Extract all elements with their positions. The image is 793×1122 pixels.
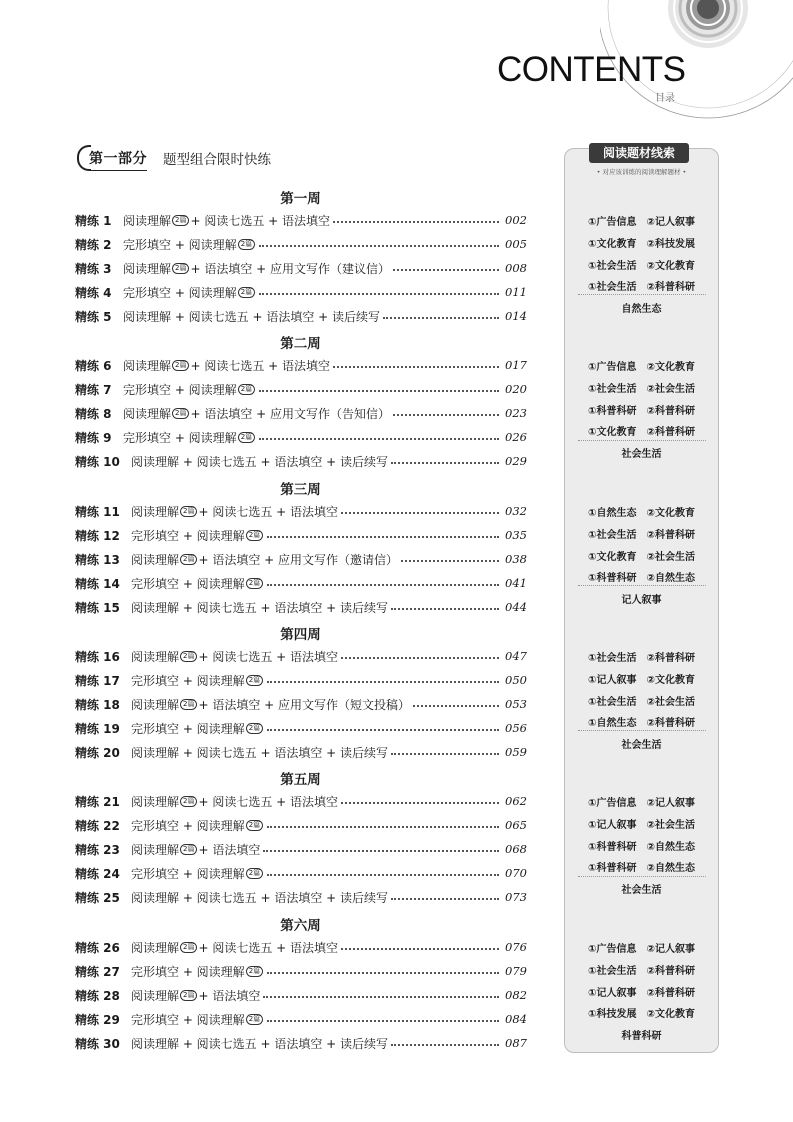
entry-description [131, 1011, 264, 1028]
dot-leader [259, 390, 499, 392]
theme-line: ①社会生活 ②科普科研 [588, 965, 695, 977]
dot-leader [391, 1044, 499, 1046]
entry-text: 阅读理解 [123, 213, 172, 228]
theme-line: ①科普科研 ②自然生态 [588, 863, 695, 875]
passage-count-badge: 2篇 [180, 699, 197, 710]
passage-count-badge: 2篇 [180, 796, 197, 807]
entry-label: 精练 24 [75, 866, 120, 881]
toc-entry[interactable] [75, 234, 527, 254]
entry-label: 精练 9 [75, 430, 112, 445]
toc-entry[interactable] [75, 282, 527, 302]
page-number: 008 [505, 261, 527, 276]
week-heading: 第四周 [280, 627, 321, 643]
entry-text: + 语法填空 + 应用文写作（建议信） [190, 261, 391, 276]
part-title: 题型组合限时快练 [163, 152, 271, 168]
entry-label: 精练 7 [75, 382, 112, 397]
page-number: 076 [505, 940, 527, 954]
week-heading: 第六周 [280, 918, 321, 934]
entry-label: 精练 26 [75, 940, 120, 955]
theme-line: ①社会生活 ②科普科研 [588, 529, 695, 541]
entry-text: 阅读理解 + 阅读七选五 + 语法填空 + 读后续写 [131, 890, 389, 905]
entry-label: 精练 16 [75, 649, 120, 664]
dot-leader [341, 512, 499, 514]
dot-leader [267, 681, 499, 683]
entry-text: 阅读理解 + 阅读七选五 + 语法填空 + 读后续写 [131, 1036, 389, 1051]
dot-leader [383, 317, 499, 319]
toc-entry[interactable] [75, 646, 527, 666]
dot-leader [391, 462, 499, 464]
entry-text: 阅读理解 [131, 552, 180, 567]
entry-label: 精练 18 [75, 697, 120, 712]
theme-separator [578, 440, 706, 441]
toc-entry[interactable] [75, 355, 527, 375]
toc-entry[interactable] [75, 961, 527, 981]
entry-description [123, 429, 256, 446]
theme-line: ①科普科研 ②自然生态 [588, 841, 695, 853]
passage-count-badge: 2篇 [180, 506, 197, 517]
theme-separator [578, 294, 706, 295]
entry-text: 完形填空 + 阅读理解 [123, 430, 237, 445]
entry-description [123, 284, 256, 301]
passage-count-badge: 2篇 [238, 239, 255, 250]
entry-label: 精练 12 [75, 528, 120, 543]
entry-text: 完形填空 + 阅读理解 [131, 673, 245, 688]
dot-leader [391, 898, 499, 900]
entry-description [131, 939, 338, 956]
entry-text: 阅读理解 [131, 842, 180, 857]
page-number: 065 [505, 818, 527, 833]
entry-label: 精练 20 [75, 745, 120, 760]
entry-description [131, 987, 260, 1004]
entry-text: 完形填空 + 阅读理解 [131, 1012, 245, 1027]
entry-label: 精练 22 [75, 818, 120, 833]
toc-entry[interactable] [75, 573, 527, 593]
entry-text: + 语法填空 [198, 988, 261, 1003]
theme-line: 社会生活 [621, 449, 662, 461]
toc-entry[interactable] [75, 985, 527, 1005]
dot-leader [267, 536, 499, 538]
page-number: 070 [505, 866, 527, 881]
passage-count-badge: 2篇 [180, 554, 197, 565]
theme-line: 社会生活 [621, 740, 662, 752]
dot-leader [391, 608, 499, 610]
dot-leader [267, 826, 499, 828]
contents-subtitle: 目录 [655, 93, 675, 104]
week-heading: 第一周 [280, 191, 321, 207]
week-heading: 第五周 [280, 772, 321, 788]
dot-leader [393, 269, 499, 271]
dot-leader [413, 705, 499, 707]
entry-text: 完形填空 + 阅读理解 [131, 528, 245, 543]
theme-line: ①广告信息 ②记人叙事 [588, 944, 695, 955]
passage-count-badge: 2篇 [172, 408, 189, 419]
toc-entry[interactable] [75, 670, 527, 690]
entry-text: 完形填空 + 阅读理解 [123, 285, 237, 300]
dot-leader [267, 729, 499, 731]
entry-description [131, 551, 398, 568]
toc-entry[interactable] [75, 863, 527, 883]
entry-text: 完形填空 + 阅读理解 [131, 964, 245, 979]
page-number: 087 [505, 1036, 527, 1051]
entry-description [123, 405, 390, 422]
passage-count-badge: 2篇 [180, 651, 197, 662]
entry-description [131, 453, 388, 470]
entry-text: 完形填空 + 阅读理解 [123, 237, 237, 252]
entry-text: + 阅读七选五 + 语法填空 [198, 940, 339, 955]
theme-line: ①文化教育 ②科普科研 [588, 427, 695, 439]
entry-label: 精练 8 [75, 406, 112, 421]
entry-label: 精练 6 [75, 358, 112, 373]
dot-leader [333, 366, 499, 368]
page-number: 035 [505, 528, 527, 543]
theme-separator [578, 730, 706, 731]
week-heading: 第三周 [280, 482, 321, 498]
entry-text: 完形填空 + 阅读理解 [131, 576, 245, 591]
theme-line: 自然生态 [621, 304, 662, 316]
entry-text: 阅读理解 [131, 504, 180, 519]
entry-description [131, 503, 338, 520]
toc-entry[interactable] [75, 791, 527, 811]
theme-line: ①记人叙事 ②科普科研 [588, 987, 695, 999]
page-number: 032 [505, 504, 527, 518]
page-number: 038 [505, 552, 527, 567]
entry-label: 精练 10 [75, 454, 120, 469]
dot-leader [267, 584, 499, 586]
page-number: 044 [505, 600, 527, 615]
theme-line: ①科普科研 ②科普科研 [588, 405, 695, 417]
passage-count-badge: 2篇 [246, 868, 263, 879]
page-number: 056 [505, 721, 527, 736]
page-number: 062 [505, 794, 527, 808]
passage-count-badge: 2篇 [246, 578, 263, 589]
entry-label: 精练 25 [75, 890, 120, 905]
entry-text: 完形填空 + 阅读理解 [131, 818, 245, 833]
theme-line: ①广告信息 ②记人叙事 [588, 217, 695, 228]
entry-label: 精练 19 [75, 721, 120, 736]
entry-description [123, 260, 390, 277]
entry-text: 阅读理解 [123, 406, 172, 421]
toc-entry[interactable] [75, 1009, 527, 1029]
toc-entry[interactable] [75, 839, 527, 859]
dot-leader [263, 850, 499, 852]
passage-count-badge: 2篇 [246, 675, 263, 686]
page-number: 082 [505, 988, 527, 1003]
entry-description [123, 236, 256, 253]
entry-text: + 语法填空 [198, 842, 261, 857]
dot-leader [391, 753, 499, 755]
toc-entry[interactable] [75, 258, 527, 278]
entry-text: 完形填空 + 阅读理解 [123, 382, 237, 397]
entry-text: 阅读理解 [131, 794, 180, 809]
toc-entry[interactable] [75, 210, 527, 230]
page-number: 014 [505, 309, 527, 324]
entry-description [131, 817, 264, 834]
passage-count-badge: 2篇 [238, 384, 255, 395]
page-number: 059 [505, 745, 527, 760]
entry-label: 精练 28 [75, 988, 120, 1003]
page-number: 026 [505, 430, 527, 445]
theme-line: ①社会生活 ②社会生活 [588, 696, 695, 708]
passage-count-badge: 2篇 [172, 263, 189, 274]
page-number: 041 [505, 576, 527, 591]
dot-leader [267, 972, 499, 974]
theme-line: ①记人叙事 ②文化教育 [588, 674, 695, 686]
entry-text: 阅读理解 [131, 649, 180, 664]
entry-label: 精练 21 [75, 794, 120, 809]
toc-entry[interactable] [75, 451, 527, 471]
dot-leader [341, 657, 499, 659]
toc-entry[interactable] [75, 403, 527, 423]
entry-text: 阅读理解 + 阅读七选五 + 语法填空 + 读后续写 [131, 745, 389, 760]
theme-line: ①文化教育 ②社会生活 [588, 551, 695, 563]
dot-leader [259, 438, 499, 440]
dot-leader [259, 245, 499, 247]
entry-text: 完形填空 + 阅读理解 [131, 866, 245, 881]
entry-text: + 阅读七选五 + 语法填空 [190, 213, 331, 228]
entry-description [131, 696, 410, 713]
entry-label: 精练 29 [75, 1012, 120, 1027]
entry-text: 阅读理解 [123, 358, 172, 373]
passage-count-badge: 2篇 [246, 530, 263, 541]
entry-label: 精练 30 [75, 1036, 120, 1051]
dot-leader [341, 948, 499, 950]
page-number: 084 [505, 1012, 527, 1027]
entry-text: 阅读理解 [131, 988, 180, 1003]
entry-label: 精练 27 [75, 964, 120, 979]
entry-text: + 阅读七选五 + 语法填空 [198, 794, 339, 809]
entry-description [123, 308, 380, 325]
theme-line: 社会生活 [621, 885, 662, 897]
page-number: 050 [505, 673, 527, 688]
page-number: 020 [505, 382, 527, 397]
theme-line: ①科技发展 ②文化教育 [588, 1009, 695, 1021]
passage-count-badge: 2篇 [180, 844, 197, 855]
theme-line: ①文化教育 ②科技发展 [588, 238, 695, 250]
toc-entry[interactable] [75, 887, 527, 907]
entry-label: 精练 14 [75, 576, 120, 591]
entry-description [131, 889, 388, 906]
entry-text: + 语法填空 + 应用文写作（短文投稿） [198, 697, 411, 712]
toc-entry[interactable] [75, 1033, 527, 1053]
part-heading [75, 146, 271, 170]
theme-line: 记人叙事 [621, 595, 662, 607]
passage-count-badge: 2篇 [172, 360, 189, 371]
week-heading: 第二周 [280, 336, 321, 352]
entry-text: 阅读理解 [131, 697, 180, 712]
toc-entry[interactable] [75, 501, 527, 521]
toc-entry[interactable] [75, 742, 527, 762]
theme-line: ①社会生活 ②科普科研 [588, 653, 695, 664]
entry-text: 阅读理解 + 阅读七选五 + 语法填空 + 读后续写 [131, 454, 389, 469]
entry-description [131, 648, 338, 665]
passage-count-badge: 2篇 [180, 942, 197, 953]
entry-description [131, 672, 264, 689]
theme-line: ①广告信息 ②文化教育 [588, 362, 695, 373]
entry-label: 精练 3 [75, 261, 112, 276]
page-number: 017 [505, 358, 527, 372]
toc-entry[interactable] [75, 815, 527, 835]
toc-entry[interactable] [75, 427, 527, 447]
page-number: 011 [505, 285, 527, 300]
entry-label: 精练 2 [75, 237, 112, 252]
page-number: 005 [505, 237, 527, 252]
entry-label: 精练 23 [75, 842, 120, 857]
entry-label: 精练 1 [75, 213, 112, 228]
passage-count-badge: 2篇 [172, 215, 189, 226]
passage-count-badge: 2篇 [246, 723, 263, 734]
page-number: 053 [505, 697, 527, 712]
part-badge: 第一部分 [75, 148, 147, 168]
entry-label: 精练 11 [75, 504, 120, 519]
entry-description [131, 793, 338, 810]
dot-leader [341, 802, 499, 804]
theme-line: 科普科研 [621, 1031, 662, 1043]
entry-description [123, 357, 330, 374]
dot-leader [393, 414, 499, 416]
entry-text: 阅读理解 [123, 261, 172, 276]
entry-label: 精练 5 [75, 309, 112, 324]
toc-entry[interactable] [75, 379, 527, 399]
dot-leader [401, 560, 499, 562]
toc-entry[interactable] [75, 525, 527, 545]
entry-text: 完形填空 + 阅读理解 [131, 721, 245, 736]
page-number: 079 [505, 964, 527, 979]
entry-text: 阅读理解 + 阅读七选五 + 语法填空 + 读后续写 [131, 600, 389, 615]
dot-leader [267, 1020, 499, 1022]
sidebar-note: • 对应该训练的阅读理解题材 • [596, 168, 687, 176]
entry-description [131, 865, 264, 882]
entry-label: 精练 17 [75, 673, 120, 688]
passage-count-badge: 2篇 [246, 820, 263, 831]
passage-count-badge: 2篇 [180, 990, 197, 1001]
entry-label: 精练 13 [75, 552, 120, 567]
passage-count-badge: 2篇 [246, 1014, 263, 1025]
entry-description [131, 720, 264, 737]
entry-description [131, 963, 264, 980]
entry-text: + 语法填空 + 应用文写作（告知信） [190, 406, 391, 421]
page-number: 029 [505, 454, 527, 469]
theme-line: ①社会生活 ②社会生活 [588, 383, 695, 395]
theme-line: ①社会生活 ②文化教育 [588, 260, 695, 272]
entry-label: 精练 4 [75, 285, 112, 300]
entry-description [131, 841, 260, 858]
page-number: 023 [505, 406, 527, 421]
dot-leader [267, 874, 499, 876]
page-number: 073 [505, 890, 527, 905]
theme-line: ①广告信息 ②记人叙事 [588, 798, 695, 809]
entry-text: 阅读理解 + 阅读七选五 + 语法填空 + 读后续写 [123, 309, 381, 324]
theme-separator [578, 876, 706, 877]
entry-description [123, 212, 330, 229]
theme-line: ①社会生活 ②科普科研 [588, 282, 695, 294]
page-number: 047 [505, 649, 527, 663]
dot-leader [333, 221, 499, 223]
entry-label: 精练 15 [75, 600, 120, 615]
entry-description [131, 575, 264, 592]
entry-text: + 阅读七选五 + 语法填空 [198, 649, 339, 664]
entry-text: + 阅读七选五 + 语法填空 [190, 358, 331, 373]
page-number: 002 [505, 213, 527, 227]
theme-separator [578, 585, 706, 586]
theme-line: ①记人叙事 ②社会生活 [588, 819, 695, 831]
dot-leader [259, 293, 499, 295]
passage-count-badge: 2篇 [246, 966, 263, 977]
toc-entry[interactable] [75, 937, 527, 957]
sidebar-heading: 阅读题材线索 [589, 143, 689, 163]
entry-description [131, 744, 388, 761]
toc-entry[interactable] [75, 306, 527, 326]
theme-line: ①自然生态 ②文化教育 [588, 508, 695, 519]
entry-description [123, 381, 256, 398]
entry-text: + 阅读七选五 + 语法填空 [198, 504, 339, 519]
entry-text: 阅读理解 [131, 940, 180, 955]
entry-description [131, 1035, 388, 1052]
page-number: 068 [505, 842, 527, 857]
passage-count-badge: 2篇 [238, 287, 255, 298]
contents-title: CONTENTS [497, 50, 686, 89]
toc-entry[interactable] [75, 549, 527, 569]
entry-description [131, 527, 264, 544]
toc-entry[interactable] [75, 597, 527, 617]
entry-text: + 语法填空 + 应用文写作（邀请信） [198, 552, 399, 567]
theme-line: ①科普科研 ②自然生态 [588, 573, 695, 585]
dot-leader [263, 996, 499, 998]
toc-entry[interactable] [75, 718, 527, 738]
entry-description [131, 599, 388, 616]
toc-entry[interactable] [75, 694, 527, 714]
theme-line: ①自然生态 ②科普科研 [588, 718, 695, 730]
passage-count-badge: 2篇 [238, 432, 255, 443]
